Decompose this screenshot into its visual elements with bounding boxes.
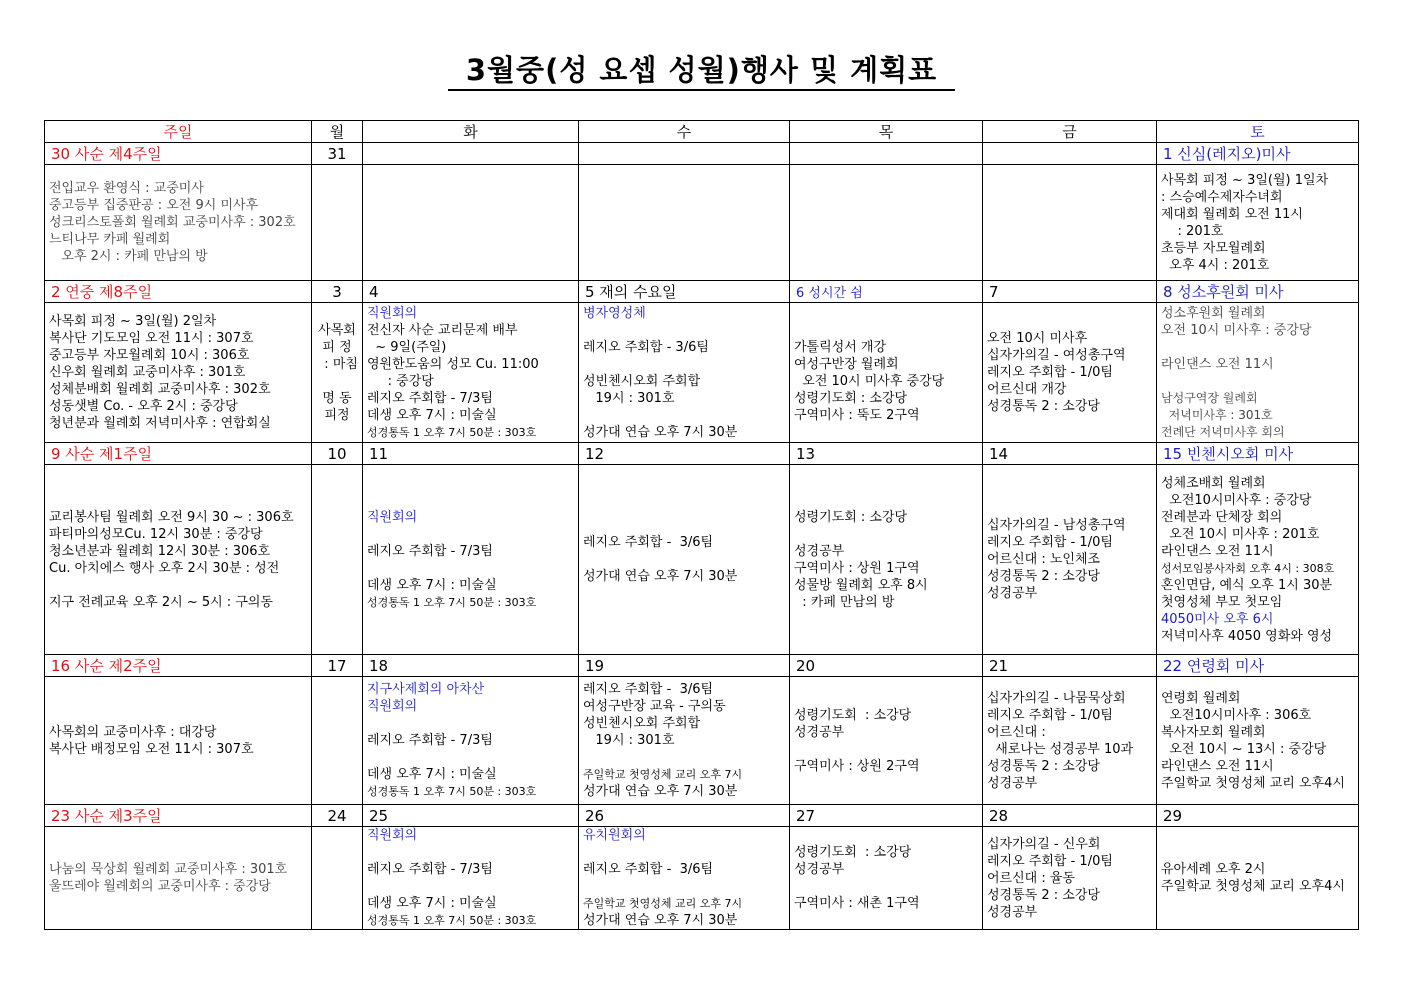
event-line: 성체조배회 월례회: [1161, 475, 1266, 491]
event-line: 오전10시미사후 : 중강당: [1161, 492, 1312, 508]
week-events-row: [45, 465, 1359, 655]
event-line: 성경공부: [794, 862, 845, 877]
events-cell-tue: [363, 165, 579, 281]
events-cell-tue: [363, 465, 579, 655]
date-cell-wed: 12: [579, 443, 790, 465]
event-line: 성빈첸시오회 주회합: [583, 373, 701, 389]
event-line: 레지오 주회합 - 1/0팀: [987, 365, 1113, 380]
event-line: 오전 10시 미사후 : 중강당: [1161, 322, 1312, 338]
event-line: 십자가의길 - 나뭄묵상회: [987, 690, 1126, 706]
events-cell-thu: [790, 465, 983, 655]
event-line: 사목회의 교중미사후 : 대강당: [49, 724, 217, 740]
event-line: 성경공부: [794, 724, 845, 740]
event-line: 피정: [324, 407, 350, 423]
event-line: 성경통독 2 : 소강당: [987, 569, 1100, 584]
event-line: 초등부 자모월례회: [1161, 240, 1266, 256]
event-line: [1161, 373, 1354, 390]
event-line: 저녁미사후 4050 영화와 영성: [1161, 628, 1333, 644]
event-line: : 마침: [316, 356, 358, 372]
date-cell-mon: 3: [312, 281, 363, 303]
events-cell-wed: [579, 165, 790, 281]
date-cell-fri: 7: [983, 281, 1157, 303]
event-line: 울뜨레야 월례회의 교중미사후 : 중강당: [49, 879, 271, 894]
event-line: 성령기도회 : 소강당: [794, 509, 908, 525]
date-cell-tue: [363, 143, 579, 165]
event-line: [49, 577, 307, 594]
events-cell-sun: [45, 165, 312, 281]
event-line: 전례분과 단체장 회의: [1161, 509, 1283, 525]
event-line: 사목회 피정 ~ 3일(월) 1일차: [1161, 172, 1329, 188]
event-line: [367, 715, 574, 732]
event-line: 레지오 주회합 - 3/6팀: [583, 682, 714, 697]
event-line: [583, 844, 785, 861]
date-cell-wed: 26: [579, 805, 790, 827]
event-line: [583, 551, 785, 568]
event-line: 오전 10시 미사후: [987, 331, 1088, 346]
event-line: 가톨릭성서 개강: [794, 339, 887, 355]
events-cell-mon: [312, 677, 363, 805]
date-cell-thu: 6 성시간 쉼: [790, 281, 983, 303]
event-line: 레지오 주회합 - 3/6팀: [583, 862, 714, 877]
event-line: ~ 9일(주일): [367, 339, 447, 355]
event-line: 성경공부: [987, 904, 1038, 920]
weekday-header-row: [45, 121, 1359, 143]
events-cell-sat: [1157, 827, 1359, 930]
event-line: 주일학교 첫영성체 교리 오후4시: [1161, 775, 1345, 791]
event-line: 전입교우 환영식 : 교중미사: [49, 181, 204, 196]
header-sun: 주일: [45, 121, 312, 143]
date-cell-fri: 28: [983, 805, 1157, 827]
event-line: 레지오 주회합 - 1/0팀: [987, 535, 1113, 550]
event-line: 여성구반장 교육 - 구의동: [583, 699, 726, 714]
event-line: 영원한도움의 성모 Cu. 11:00: [367, 356, 539, 372]
event-line: [583, 749, 785, 766]
event-line: 성경공부: [794, 543, 845, 559]
event-line: 직원회의: [367, 305, 418, 321]
event-line: 오전 10시 ~ 13시 : 중강당: [1161, 741, 1327, 757]
event-line: : 중강당: [367, 373, 434, 389]
event-line: [1161, 339, 1354, 356]
event-line: 주일학교 첫영성체 교리 오후 7시: [583, 897, 743, 910]
event-line: 라인댄스 오전 11시: [1161, 356, 1274, 372]
event-line: 19시 : 301호: [583, 390, 675, 406]
event-line: 지구사제회의 아차산: [367, 682, 485, 697]
event-line: Cu. 아치에스 행사 오후 2시 30분 : 성전: [49, 560, 280, 576]
event-line: 직원회의: [367, 509, 418, 525]
event-line: 성동샛별 Co. - 오후 2시 : 중강당: [49, 399, 238, 414]
week-events-row: [45, 303, 1359, 443]
event-line: 첫영성체 부모 첫모임: [1161, 594, 1283, 610]
date-cell-sun: 30 사순 제4주일: [45, 143, 312, 165]
date-cell-fri: [983, 143, 1157, 165]
header-mon: 월: [312, 121, 363, 143]
date-cell-mon: 17: [312, 655, 363, 677]
event-line: [367, 560, 574, 577]
event-line: 오전 10시 미사후 : 201호: [1161, 526, 1320, 542]
event-line: 성경통독 1 오후 7시 50분 : 303호: [367, 425, 537, 439]
event-line: 어르신대 : 율동: [987, 870, 1075, 886]
event-line: 중고등부 자모월례회 10시 : 306호: [49, 348, 250, 363]
date-cell-thu: 13: [790, 443, 983, 465]
event-line: 어르신대 개강: [987, 382, 1067, 397]
event-line: 레지오 주회합 - 3/6팀: [583, 339, 709, 355]
events-cell-mon: [312, 465, 363, 655]
event-line: 구역미사 : 상원 1구역: [794, 560, 920, 576]
event-line: 데생 오후 7시 : 미술실: [367, 407, 497, 423]
event-line: 오전 10시 미사후 중강당: [794, 373, 945, 389]
week-events-row: [45, 677, 1359, 805]
event-line: [583, 356, 785, 373]
event-line: 연령회 월례회: [1161, 690, 1241, 706]
event-line: [794, 878, 978, 895]
event-line: 교리봉사팀 월례회 오전 9시 30 ~ : 306호: [49, 509, 294, 525]
events-cell-tue: [363, 303, 579, 443]
event-line: 성령기도회 : 소강당: [794, 845, 912, 860]
events-cell-thu: [790, 165, 983, 281]
event-line: 구역미사 : 새촌 1구역: [794, 896, 920, 911]
date-cell-mon: 24: [312, 805, 363, 827]
events-cell-fri: [983, 165, 1157, 281]
event-line: 레지오 주회합 - 1/0팀: [987, 853, 1113, 869]
week-date-row: [45, 281, 1359, 303]
event-line: [367, 844, 574, 861]
schedule-table: [44, 120, 1359, 930]
event-line: 오후 2시 : 카페 만남의 방: [49, 249, 208, 264]
events-cell-sun: [45, 303, 312, 443]
week-events-row: [45, 827, 1359, 930]
event-line: [583, 322, 785, 339]
event-line: 데생 오후 7시 : 미술실: [367, 767, 497, 782]
date-cell-thu: 27: [790, 805, 983, 827]
event-line: 주일학교 첫영성체 교리 오후4시: [1161, 879, 1345, 894]
event-line: [313, 373, 361, 390]
event-line: 레지오 주회합 - 1/0팀: [987, 707, 1113, 723]
events-cell-thu: [790, 827, 983, 930]
events-cell-sun: [45, 465, 312, 655]
event-line: [794, 526, 978, 543]
event-line: 구역미사 : 뚝도 2구역: [794, 407, 920, 423]
date-cell-mon: 31: [312, 143, 363, 165]
event-line: 성빈첸시오회 주회합: [583, 716, 701, 731]
event-line: 성경통독 1 오후 7시 50분 : 303호: [367, 785, 537, 798]
event-line: 성경공부: [987, 775, 1038, 791]
events-cell-tue: [363, 827, 579, 930]
event-line: [794, 741, 978, 758]
header-sat: 토: [1157, 121, 1359, 143]
event-line: 레지오 주회합 - 7/3팀: [367, 543, 493, 559]
event-line: [367, 878, 574, 895]
event-line: 제대회 월례회 오전 11시: [1161, 206, 1303, 222]
event-line: 남성구역장 월례회: [1161, 390, 1258, 405]
events-cell-fri: [983, 465, 1157, 655]
event-line: 성경통독 2 : 소강당: [987, 758, 1100, 774]
event-line: 성소후원회 월례회: [1161, 305, 1266, 321]
date-cell-sun: 2 연중 제8주일: [45, 281, 312, 303]
event-line: 레지오 주회합 - 7/3팀: [367, 390, 493, 406]
page-title: 3월중(성 요셉 성월)행사 및 계획표: [0, 48, 1403, 89]
date-cell-tue: 25: [363, 805, 579, 827]
events-cell-fri: [983, 827, 1157, 930]
events-cell-sun: [45, 677, 312, 805]
event-line: 주일학교 첫영성체 교리 오후 7시: [583, 768, 743, 781]
event-line: : 201호: [1161, 223, 1224, 239]
event-line: 성가대 연습 오후 7시 30분: [583, 913, 738, 928]
events-cell-sat: [1157, 303, 1359, 443]
event-line: 라인댄스 오전 11시: [1161, 543, 1274, 559]
event-line: 성서모임봉사자회 오후 4시 : 308호: [1161, 561, 1335, 575]
date-cell-thu: 20: [790, 655, 983, 677]
event-line: 저녁미사후 : 301호: [1161, 407, 1273, 422]
event-line: 나눔의 묵상회 월례회 교중미사후 : 301호: [49, 862, 288, 877]
event-line: 성가대 연습 오후 7시 30분: [583, 784, 738, 799]
events-cell-fri: [983, 303, 1157, 443]
date-cell-sat: 1 신심(레지오)미사: [1157, 143, 1359, 165]
event-line: 새로나는 성경공부 10과: [987, 741, 1134, 757]
events-cell-mon: [312, 165, 363, 281]
events-cell-wed: [579, 827, 790, 930]
event-line: 레지오 주회합 - 3/6팀: [583, 535, 714, 550]
date-cell-thu: [790, 143, 983, 165]
date-cell-wed: 5 재의 수요일: [579, 281, 790, 303]
event-line: [367, 749, 574, 766]
events-cell-fri: [983, 677, 1157, 805]
week-events-row: [45, 165, 1359, 281]
event-line: 성경공부: [987, 586, 1038, 601]
event-line: 복사단 기도모임 오전 11시 : 307호: [49, 331, 254, 346]
events-cell-sun: [45, 827, 312, 930]
date-cell-sun: 9 사순 제1주일: [45, 443, 312, 465]
event-line: 어르신대 : 노인체조: [987, 552, 1101, 567]
event-line: 19시 : 301호: [583, 733, 675, 748]
event-line: 오후 4시 : 201호: [1161, 257, 1270, 273]
event-line: 데생 오후 7시 : 미술실: [367, 577, 497, 593]
event-line: 지구 전례교육 오후 2시 ~ 5시 : 구의동: [49, 594, 273, 610]
event-line: 혼인면담, 예식 오후 1시 30분: [1161, 577, 1333, 593]
event-line: [583, 878, 785, 895]
date-cell-sun: 23 사순 제3주일: [45, 805, 312, 827]
events-cell-mon: [312, 827, 363, 930]
date-cell-sat: 29: [1157, 805, 1359, 827]
week-date-row: [45, 143, 1359, 165]
event-line: 파티마의성모Cu. 12시 30분 : 중강당: [49, 526, 263, 542]
event-line: 사목회 피정 ~ 3일(월) 2일차: [49, 314, 217, 329]
event-line: 성경통독 2 : 소강당: [987, 399, 1100, 414]
event-line: 복사자모회 월례회: [1161, 724, 1266, 740]
date-cell-fri: 14: [983, 443, 1157, 465]
date-cell-sat: 22 연령회 미사: [1157, 655, 1359, 677]
events-cell-sat: [1157, 165, 1359, 281]
event-line: 유치원회의: [583, 828, 646, 843]
event-line: 성경통독 2 : 소강당: [987, 887, 1100, 903]
event-line: 성경통독 1 오후 7시 50분 : 303호: [367, 595, 537, 609]
event-line: 청년분과 월례회 저녁미사후 : 연합회실: [49, 416, 271, 431]
event-line: 유아세례 오후 2시: [1161, 862, 1266, 877]
event-line: 라인댄스 오전 11시: [1161, 758, 1274, 774]
header-fri: 금: [983, 121, 1157, 143]
event-line: 직원회의: [367, 828, 418, 843]
event-line: 중고등부 집중판공 : 오전 9시 미사후: [49, 198, 259, 213]
event-line: 성가대 연습 오후 7시 30분: [583, 424, 738, 440]
event-line: 여성구반장 월례회: [794, 356, 899, 372]
event-line: 성물방 월례회 오후 8시: [794, 577, 928, 593]
events-cell-thu: [790, 677, 983, 805]
event-line: : 스승예수제자수녀회: [1161, 189, 1283, 205]
event-line: 전례단 저녁미사후 회의: [1161, 424, 1285, 439]
events-cell-thu: [790, 303, 983, 443]
date-cell-tue: 18: [363, 655, 579, 677]
event-line: : 카페 만남의 방: [794, 594, 895, 610]
week-date-row: [45, 805, 1359, 827]
date-cell-fri: 21: [983, 655, 1157, 677]
event-line: 오전10시미사후 : 306호: [1161, 707, 1312, 723]
event-line: 병자영성체: [583, 305, 646, 321]
event-line: 성경통독 1 오후 7시 50분 : 303호: [367, 914, 537, 927]
event-line: [794, 322, 978, 339]
events-cell-wed: [579, 465, 790, 655]
date-cell-wed: [579, 143, 790, 165]
header-tue: 화: [363, 121, 579, 143]
event-line: 성가대 연습 오후 7시 30분: [583, 569, 738, 584]
events-cell-tue: [363, 677, 579, 805]
events-cell-wed: [579, 303, 790, 443]
date-cell-sat: 8 성소후원회 미사: [1157, 281, 1359, 303]
event-line: 느티나무 카페 월례회: [49, 232, 171, 247]
event-line: 성령기도회 : 소강당: [794, 390, 908, 406]
date-cell-tue: 4: [363, 281, 579, 303]
event-line: 십자가의길 - 신우회: [987, 836, 1101, 852]
event-line: 사목회: [318, 322, 356, 338]
event-line: 데생 오후 7시 : 미술실: [367, 896, 497, 911]
week-date-row: [45, 443, 1359, 465]
header-thu: 목: [790, 121, 983, 143]
event-line: [367, 526, 574, 543]
event-line: 4050미사 오후 6시: [1161, 611, 1274, 627]
event-line: 신우회 월례회 교중미사후 : 301호: [49, 365, 246, 380]
date-cell-tue: 11: [363, 443, 579, 465]
event-line: 어르신대 :: [987, 724, 1046, 740]
date-cell-sun: 16 사순 제2주일: [45, 655, 312, 677]
events-cell-mon: [312, 303, 363, 443]
event-line: 십자가의길 - 여성총구역: [987, 348, 1126, 363]
events-cell-sat: [1157, 677, 1359, 805]
event-line: 구역미사 : 상원 2구역: [794, 758, 920, 774]
events-cell-wed: [579, 677, 790, 805]
event-line: 청소년분과 월례회 12시 30분 : 306호: [49, 543, 271, 559]
event-line: 성체분배회 월례회 교중미사후 : 302호: [49, 382, 271, 397]
event-line: 레지오 주회합 - 7/3팀: [367, 862, 493, 877]
event-line: 성크리스토폴회 월례회 교중미사후 : 302호: [49, 215, 296, 230]
event-line: 직원회의: [367, 699, 418, 714]
event-line: 전신자 사순 교리문제 배부: [367, 322, 518, 338]
header-wed: 수: [579, 121, 790, 143]
date-cell-sat: 15 빈첸시오회 미사: [1157, 443, 1359, 465]
event-line: 레지오 주회합 - 7/3팀: [367, 733, 493, 748]
event-line: 복사단 배정모임 오전 11시 : 307호: [49, 741, 254, 757]
date-cell-wed: 19: [579, 655, 790, 677]
week-date-row: [45, 655, 1359, 677]
event-line: 명 동: [322, 390, 352, 406]
event-line: 피 정: [322, 339, 352, 355]
event-line: 성령기도회 : 소강당: [794, 707, 912, 723]
event-line: 십자가의길 - 남성총구역: [987, 518, 1126, 533]
date-cell-mon: 10: [312, 443, 363, 465]
events-cell-sat: [1157, 465, 1359, 655]
event-line: [583, 407, 785, 424]
